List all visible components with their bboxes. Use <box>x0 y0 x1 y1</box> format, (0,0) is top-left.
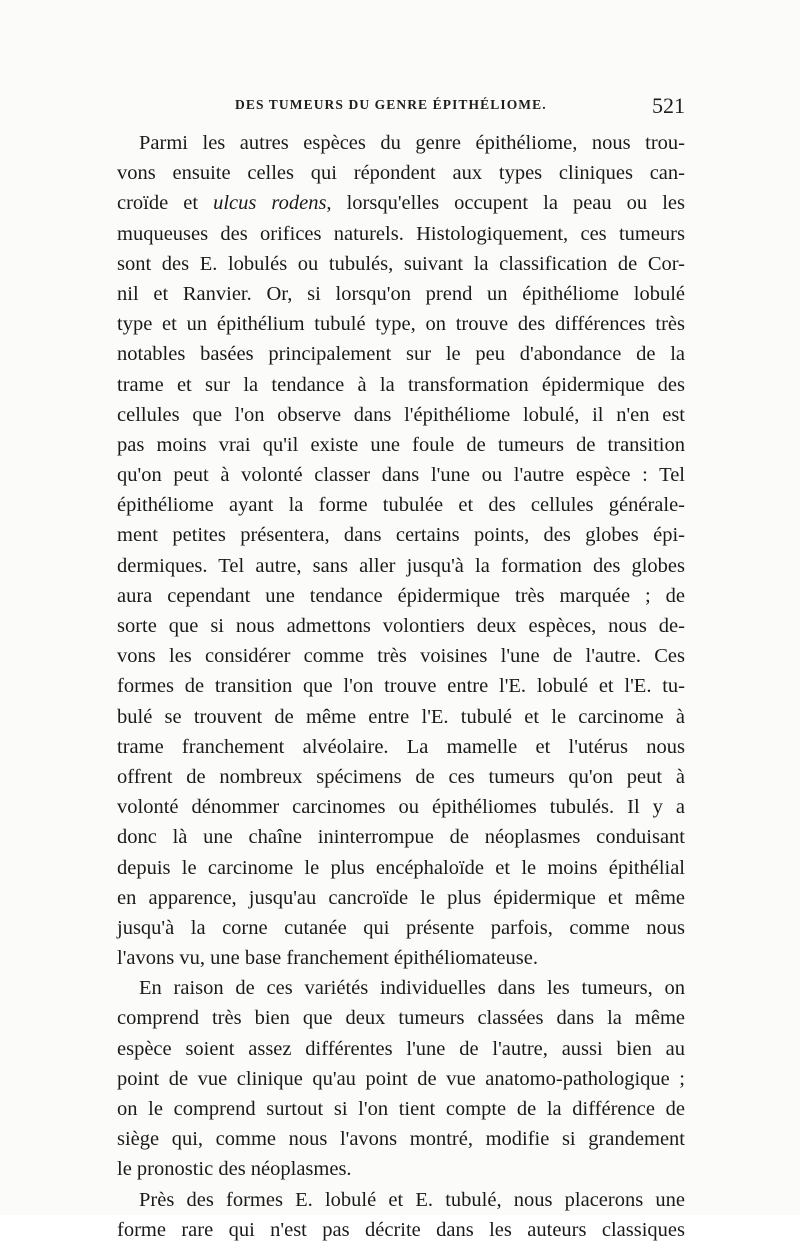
text-line: vons ensuite celles qui répondent aux types cliniques can- <box>117 162 685 185</box>
text-line: forme rare qui n'est pas décrite dans les auteurs classiques <box>117 1218 685 1241</box>
text-line: bulé se trouvent de même entre l'E. tubulé et le carcinome à <box>117 705 685 728</box>
page-number: 521 <box>652 93 685 118</box>
text-line: siège qui, comme nous l'avons montré, modifie si grandement <box>117 1128 685 1151</box>
text-line: En raison de ces variétés individuelles dans les tumeurs, on <box>139 977 685 1000</box>
text-line: épithéliome ayant la forme tubulée et des cellules générale- <box>117 494 685 517</box>
text-line: trame franchement alvéolaire. La mamelle et l'utérus nous <box>117 735 685 758</box>
text-line: type et un épithélium tubulé type, on trouve des différences très <box>117 313 685 336</box>
text-line: aura cependant une tendance épidermique très marquée ; de <box>117 584 685 607</box>
text-line: offrent de nombreux spécimens de ces tumeurs qu'on peut à <box>117 765 685 788</box>
body-text <box>117 128 685 1245</box>
text-line: donc là une chaîne ininterrompue de néoplasmes conduisant <box>117 826 685 849</box>
text-line: notables basées principalement sur le peu d'abondance de la <box>117 343 685 366</box>
running-header <box>117 93 685 121</box>
text-line: point de vue clinique qu'au point de vue anatomo-pathologique ; <box>117 1067 685 1090</box>
text-line: l'avons vu, une base franchement épithéliomateuse. <box>117 947 538 970</box>
text-line: on le comprend surtout si l'on tient compte de la différence de <box>117 1098 685 1120</box>
text-line: cellules que l'on observe dans l'épithéliome lobulé, il n'en est <box>117 403 685 426</box>
text-line: trame et sur la tendance à la transformation épidermique des <box>117 373 685 396</box>
text-line: sont des E. lobulés ou tubulés, suivant la classification de Cor- <box>117 252 685 275</box>
text-line: pas moins vrai qu'il existe une foule de tumeurs de transition <box>117 433 685 456</box>
text-line: vons les considérer comme très voisines l'une de l'autre. Ces <box>117 645 685 668</box>
paragraph-1 <box>117 128 685 973</box>
text-line: Près des formes E. lobulé et E. tubulé, nous placerons une <box>139 1188 685 1211</box>
text-line: depuis le carcinome le plus encéphaloïde et le moins épithélial <box>117 856 685 879</box>
text-line: nil et Ranvier. Or, si lorsqu'on prend un épithéliome lobulé <box>117 282 685 305</box>
text-line: dermiques. Tel autre, sans aller jusqu'à la formation des globes <box>117 554 685 577</box>
text-line: espèce soient assez différentes l'une de l'autre, aussi bien au <box>117 1037 685 1060</box>
text-line: qu'on peut à volonté classer dans l'une ou l'autre espèce : Tel <box>117 464 685 487</box>
text-line: jusqu'à la corne cutanée qui présente parfois, comme nous <box>117 916 685 939</box>
text-line: comprend très bien que deux tumeurs classées dans la même <box>117 1007 685 1030</box>
text-line: en apparence, jusqu'au cancroïde le plus épidermique et même <box>117 886 685 909</box>
text-line: Parmi les autres espèces du genre épithéliome, nous trou- <box>139 132 685 154</box>
text-line: formes de transition que l'on trouve entre l'E. lobulé et l'E. tu- <box>117 675 685 698</box>
text-line: ment petites présentera, dans certains points, des globes épi- <box>117 524 685 547</box>
text-line: croïde et ulcus rodens, lorsqu'elles occupent la peau ou les <box>117 192 685 215</box>
text-line: volonté dénommer carcinomes ou épithéliomes tubulés. Il y a <box>117 796 685 819</box>
paragraph-2 <box>117 973 685 1184</box>
text-line: muqueuses des orifices naturels. Histologiquement, ces tumeurs <box>117 222 685 245</box>
text-line: sorte que si nous admettons volontiers deux espèces, nous de- <box>117 615 685 637</box>
running-title: DES TUMEURS DU GENRE ÉPITHÉLIOME. <box>235 97 547 112</box>
italic-term: ulcus rodens <box>213 192 327 215</box>
text-line: le pronostic des néoplasmes. <box>117 1158 352 1181</box>
